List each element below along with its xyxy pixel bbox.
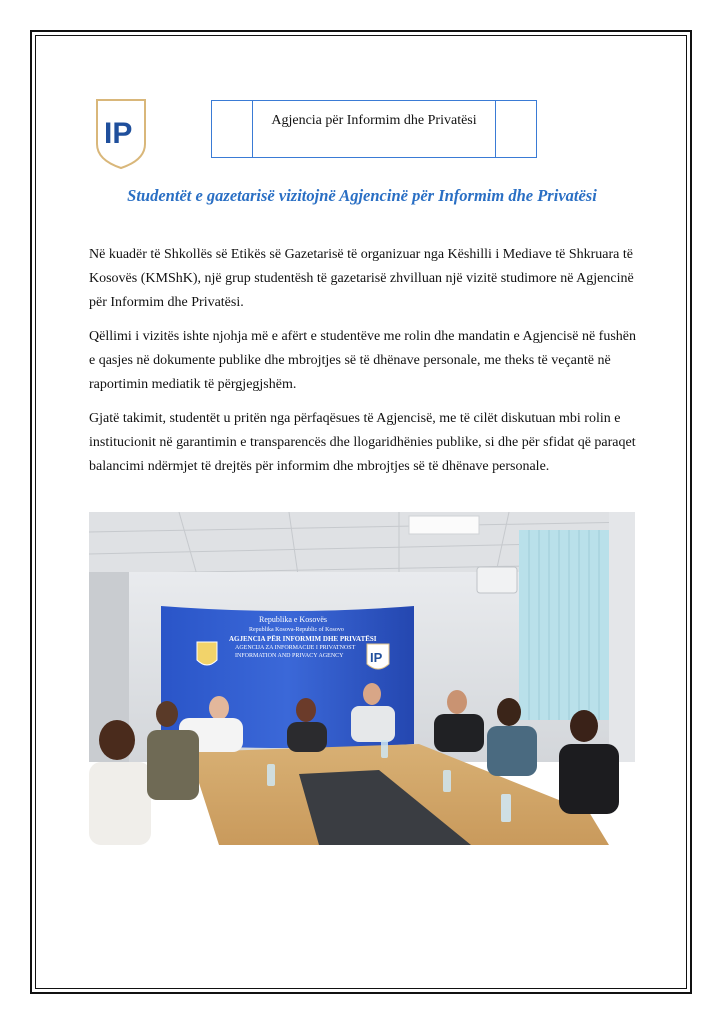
article-body <box>89 243 637 489</box>
header-cell-right <box>496 101 536 157</box>
header-table <box>211 100 537 158</box>
header-cell-left <box>212 101 253 157</box>
paragraph-2: Qëllimi i vizitës ishte njohja më e afërt e studentëve me rolin dhe mandatin e Agjencisë në fushën e qasjes në dokumente publike dhe mbrojtjes së të dhënave personale, me theks të veçantë në raportimin mediatik të përgjegjshëm. <box>89 329 636 392</box>
agency-logo <box>93 96 149 170</box>
banner-logo-text: IP <box>370 650 383 665</box>
banner-line-3: AGJENCIA PËR INFORMIM DHE PRIVATËSI <box>229 635 377 643</box>
paragraph-1: Në kuadër të Shkollës së Etikës së Gazetarisë të organizuar nga Këshilli i Mediave të Shkruara të Kosovës (KMShK), një grup studentësh të gazetarisë zhvilluan një vizitë studimore në Agjencinë për Informim dhe Privatësi. <box>89 247 634 310</box>
banner-line-1: Republika e Kosovës <box>259 615 327 624</box>
banner-line-4: AGENCIJA ZA INFORMACIJE I PRIVATNOST <box>235 645 356 651</box>
logo-text: IP <box>104 117 133 150</box>
banner-line-2: Republika Kosova-Republic of Kosovo <box>249 627 344 633</box>
banner-line-5: INFORMATION AND PRIVACY AGENCY <box>235 653 344 659</box>
banner-coat-of-arms-icon <box>197 642 217 665</box>
agency-name: Agjencia për Informim dhe Privatësi <box>253 101 496 157</box>
paragraph-3: Gjatë takimit, studentët u pritën nga përfaqësues të Agjencisë, me të cilët diskutuan mbi rolin e institucionit në garantimin e transparencës dhe llogaridhënies publike, si dhe për sfidat që paraqet balancimi ndërmjet të drejtës për informim dhe mbrojtjes së të dhënave personale. <box>89 411 636 474</box>
article-title: Studentët e gazetarisë vizitojnë Agjencinë për Informim dhe Privatësi <box>127 186 597 205</box>
meeting-photo <box>89 512 635 845</box>
